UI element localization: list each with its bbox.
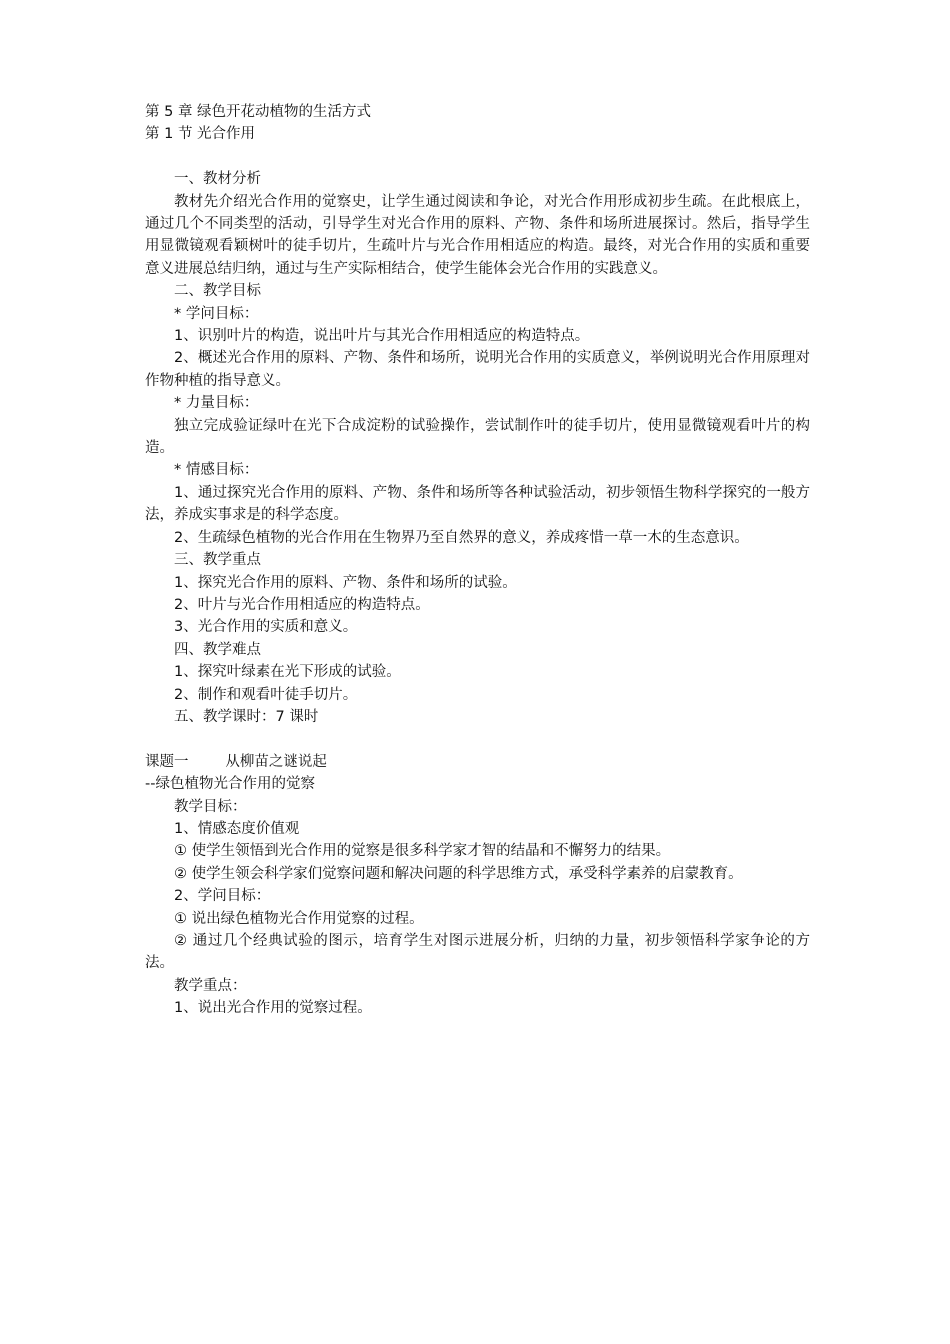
ability-goal-1: 独立完成验证绿叶在光下合成淀粉的试验操作，尝试制作叶的徒手切片，使用显微镜观看叶片的构造。 <box>145 417 810 457</box>
topic-title: 课题一 从柳苗之谜说起 <box>145 753 327 770</box>
emotion-goal-1: 1、通过探究光合作用的原料、产物、条件和场所等各种试验活动，初步领悟生物科学探究的一般方法，养成实事求是的科学态度。 <box>145 484 810 524</box>
heading-key-points: 三、教学重点 <box>174 552 261 569</box>
topic-key-point-1: 1、说出光合作用的觉察过程。 <box>174 1000 372 1017</box>
goal-2-item-a: ① 说出绿色植物光合作用觉察的过程。 <box>174 910 424 927</box>
goal-1-item-b: ② 使学生领会科学家们觉察问题和解决问题的科学思维方式，承受科学素养的启蒙教育。 <box>174 865 743 882</box>
heading-textbook-analysis: 一、教材分析 <box>174 171 261 188</box>
knowledge-goal-2: 2、概述光合作用的原料、产物、条件和场所，说明光合作用的实质意义，举例说明光合作用原理对作物种植的指导意义。 <box>145 350 810 389</box>
key-point-item: 1、探究光合作用的原料、产物、条件和场所的试验。 <box>174 574 517 591</box>
key-point-item: 2、叶片与光合作用相适应的构造特点。 <box>174 596 430 613</box>
heading-teaching-goals: 二、教学目标 <box>174 283 261 300</box>
document-page <box>145 101 810 1020</box>
topic-subtitle: --绿色植物光合作用的觉察 <box>145 776 315 793</box>
chapter-title: 第 5 章 绿色开花动植物的生活方式 <box>145 104 372 120</box>
difficult-point-item: 2、制作和观看叶徒手切片。 <box>174 686 358 703</box>
emotion-goal-2: 2、生疏绿色植物的光合作用在生物界乃至自然界的意义，养成疼惜一草一木的生态意识。 <box>174 529 749 546</box>
label-topic-goals: 教学目标： <box>174 798 247 815</box>
goal-1-label: 1、情感态度价值观 <box>174 820 300 837</box>
goal-2-item-b: ② 通过几个经典试验的图示，培育学生对图示进展分析，归纳的力量，初步领悟科学家争论的方法。 <box>145 933 810 972</box>
label-ability-goals: * 力量目标： <box>174 395 259 412</box>
spacer <box>145 146 810 168</box>
key-point-item: 3、光合作用的实质和意义。 <box>174 619 358 636</box>
heading-difficult-points: 四、教学难点 <box>174 641 261 658</box>
section-title: 第 1 节 光合作用 <box>145 126 256 143</box>
knowledge-goal-1: 1、识别叶片的构造，说出叶片与其光合作用相适应的构造特点。 <box>174 328 590 345</box>
paragraph-textbook-analysis: 教材先介绍光合作用的觉察史，让学生通过阅读和争论，对光合作用形成初步生疏。在此根底上，通过几个不同类型的活动，引导学生对光合作用的原料、产物、条件和场所进展探讨。然后，指导学生用显微镜观看颖树叶的徒手切片，生疏叶片与光合作用相适应的构造。最终，对光合作用的实质和重要意义进展总结归纳，通过与生产实际相结合，使学生能体会光合作用的实践意义。 <box>145 193 810 277</box>
label-knowledge-goals: * 学问目标： <box>174 305 259 322</box>
spacer <box>145 728 810 750</box>
goal-1-item-a: ① 使学生领悟到光合作用的觉察是很多科学家才智的结晶和不懈努力的结果。 <box>174 843 671 860</box>
difficult-point-item: 1、探究叶绿素在光下形成的试验。 <box>174 664 401 681</box>
label-emotion-goals: * 情感目标： <box>174 462 259 479</box>
goal-2-label: 2、学问目标： <box>174 888 271 905</box>
label-topic-key-points: 教学重点： <box>174 977 247 994</box>
heading-class-hours: 五、教学课时：7 课时 <box>174 708 319 725</box>
